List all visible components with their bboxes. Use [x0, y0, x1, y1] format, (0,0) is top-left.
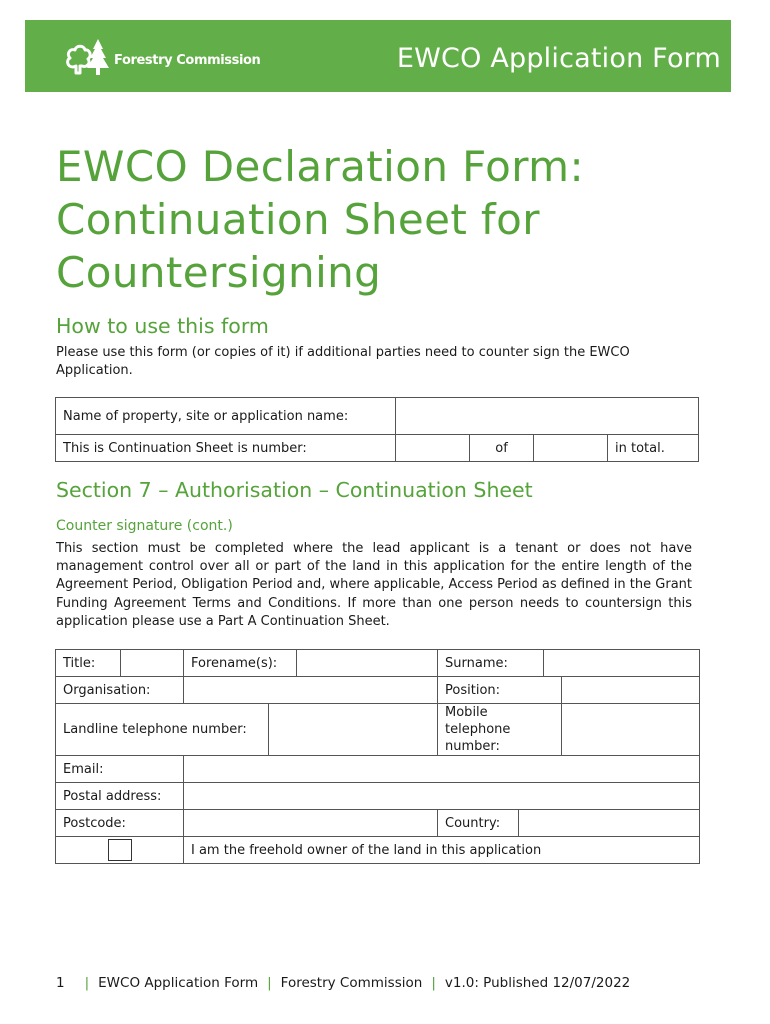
footer-organisation: Forestry Commission	[280, 975, 423, 991]
freehold-label: I am the freehold owner of the land in this application	[184, 837, 700, 864]
country-input[interactable]	[519, 810, 700, 837]
property-label: Name of property, site or application name:	[56, 398, 396, 435]
email-label: Email:	[56, 756, 184, 783]
landline-input[interactable]	[269, 704, 438, 756]
page-number: 1	[56, 975, 65, 991]
position-input[interactable]	[562, 677, 700, 704]
freehold-checkbox-cell	[56, 837, 184, 864]
logo-text: Forestry Commission	[114, 52, 261, 68]
of-label: of	[470, 435, 534, 462]
postcode-input[interactable]	[184, 810, 438, 837]
in-total-label: in total.	[608, 435, 699, 462]
page-footer	[56, 975, 630, 991]
section-text: This section must be completed where the lead applicant is a tenant or does not have management control over all or part of the land in this application for the entire length of the Agreement Period, Obligation Period and, where applicable, Access Period as defined in the Grant Funding Agreement Terms and Conditions. If more than one person needs to countersign this application please use a Part A Continuation Sheet.	[56, 541, 692, 629]
tree-logo-icon	[65, 37, 111, 77]
title-line-2: Continuation Sheet for	[56, 195, 540, 244]
mobile-label: Mobile telephone number:	[438, 704, 562, 756]
postal-address-label: Postal address:	[56, 783, 184, 810]
total-sheets-input[interactable]	[534, 435, 608, 462]
footer-version: v1.0: Published 12/07/2022	[444, 975, 631, 991]
banner-title: EWCO Application Form	[396, 43, 721, 74]
position-label: Position:	[438, 677, 562, 704]
country-label: Country:	[438, 810, 519, 837]
how-to-text: Please use this form (or copies of it) if additional parties need to counter sign the EWCO Application.	[56, 345, 630, 379]
mobile-input[interactable]	[562, 704, 700, 756]
sheet-info-table	[55, 397, 699, 462]
forename-input[interactable]	[297, 650, 438, 677]
footer-separator: |	[431, 975, 436, 991]
title-line-1: EWCO Declaration Form:	[56, 142, 585, 191]
footer-form-name: EWCO Application Form	[98, 975, 259, 991]
forestry-commission-logo	[65, 37, 260, 77]
sheet-number-input[interactable]	[396, 435, 470, 462]
postcode-label: Postcode:	[56, 810, 184, 837]
freehold-checkbox[interactable]	[108, 839, 132, 861]
title-input[interactable]	[121, 650, 184, 677]
forename-label: Forename(s):	[184, 650, 297, 677]
surname-input[interactable]	[544, 650, 700, 677]
landline-label: Landline telephone number:	[56, 704, 269, 756]
footer-separator: |	[84, 975, 90, 991]
organisation-input[interactable]	[184, 677, 438, 704]
property-name-input[interactable]	[396, 398, 699, 435]
title-label: Title:	[56, 650, 121, 677]
countersignature-table	[55, 649, 700, 864]
title-line-3: Countersigning	[56, 248, 382, 297]
section-heading: Section 7 – Authorisation – Continuation Sheet	[56, 478, 533, 502]
sheet-number-label: This is Continuation Sheet is number:	[56, 435, 396, 462]
footer-separator: |	[267, 975, 272, 991]
document-title	[56, 140, 736, 299]
section-subheading: Counter signature (cont.)	[56, 518, 233, 534]
organisation-label: Organisation:	[56, 677, 184, 704]
surname-label: Surname:	[438, 650, 544, 677]
header-banner	[25, 20, 731, 92]
postal-address-input[interactable]	[184, 783, 700, 810]
how-to-heading: How to use this form	[56, 314, 269, 338]
email-input[interactable]	[184, 756, 700, 783]
